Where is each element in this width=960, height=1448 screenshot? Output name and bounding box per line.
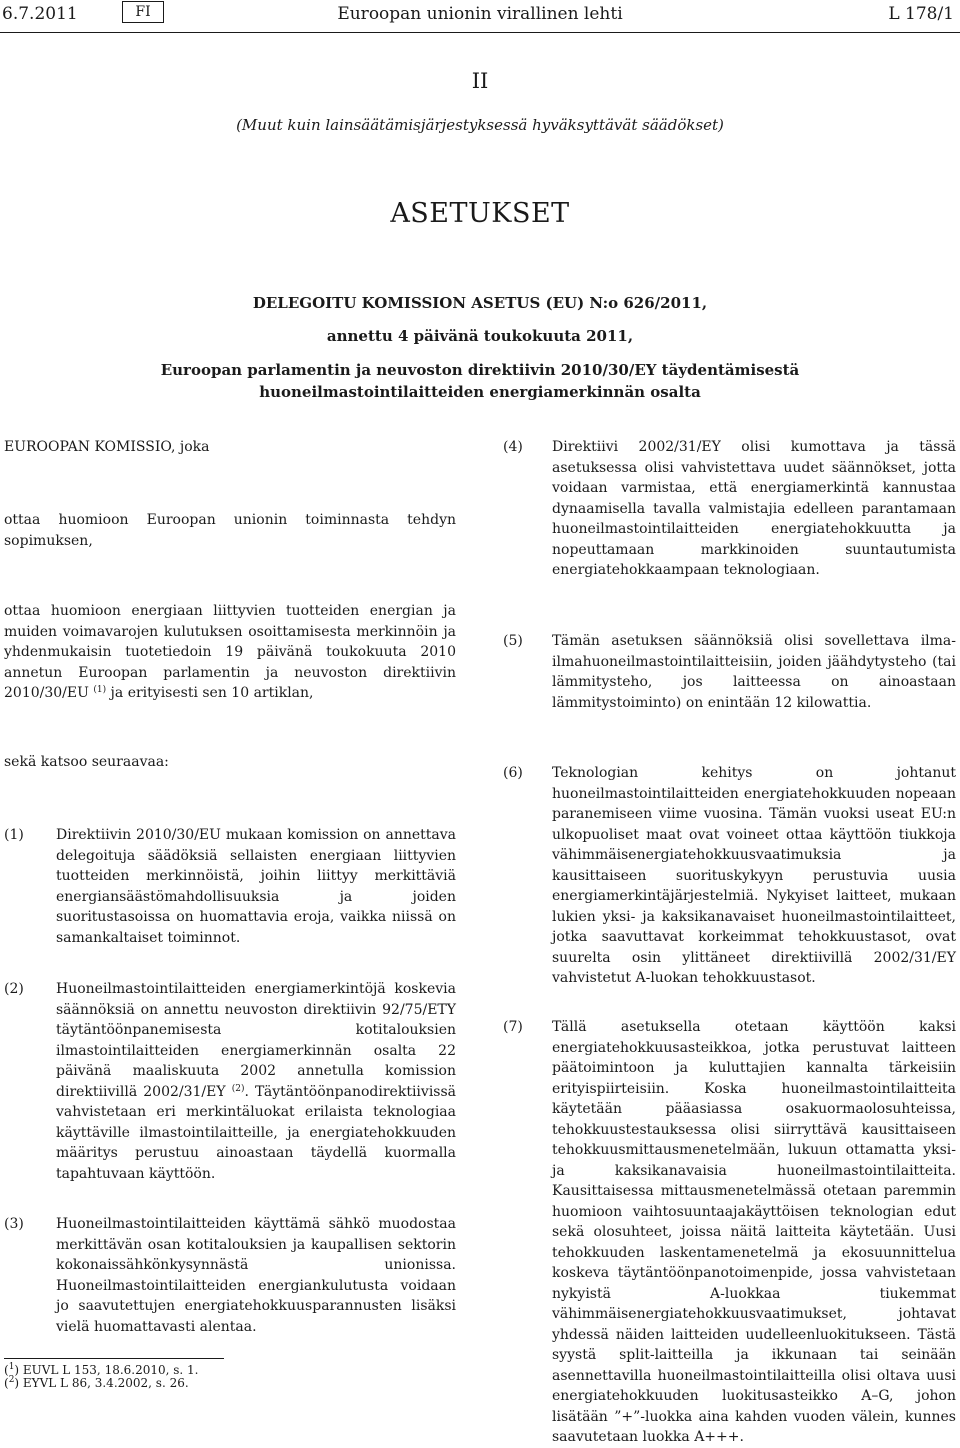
footnote-marker: 1 — [8, 1362, 15, 1372]
recital-text: Tällä asetuksella otetaan käyttöön kaksi energiatehokkuusasteikkoa, jotka perustuvat laitteen päätoimintoon ja kuluttajien kannalta tärkeisiin erityispiirteisiin. Koska huoneilmastointilaitteita käytetään pääasiassa osakuormaolosuhteissa, tehokkuustestauksessa olisi siirryttävä kausittaiseen tehokkuusmittausmenetelmään, lukuun ottamatta yksi- ja kaksikanavaisia huoneilmastointilaitteita. Kausittaisessa mittausmenetelmässä otetaan paremmin huomioon vaihtosuuntaajakäyttöisen teknologian edut sekä olosuhteet, joissa näitä laitteita käytetään. Uusi tehokkuuden laskentamenetelmä ja ekosuunnittelua koskeva täytäntöönpanotoimenpide, jossa vahvistetaan nykyistä A-luokkaa tiukemmat vähimmäisenergiatehokkuusvaatimukset, johtavat yhdessä näiden laitteiden uudelleenluokitukseen. Tästä syystä split-laitteilla ja ikkunaan tai seinään asennettavilla huoneilmastointilaitteilla olisi oltava uusi energiatehokkuuden luokitusasteikko A–G, johon lisätään ”+”-luokka aina kahden vuoden välein, kunnes saavutetaan luokka A+++. — [552, 1019, 956, 1445]
series-heading: ASETUKSET — [390, 198, 570, 229]
recital-number: (5) — [503, 633, 523, 649]
whereas-intro: sekä katsoo seuraavaa: — [4, 754, 169, 770]
footnote-text: EYVL L 86, 3.4.2002, s. 26. — [19, 1376, 189, 1390]
issue-date: 6.7.2011 — [2, 4, 78, 24]
journal-title: Euroopan unionin virallinen lehti — [337, 4, 623, 24]
recital-number: (6) — [503, 765, 523, 781]
regulation-subject-line1: Euroopan parlamentin ja neuvoston direktiivin 2010/30/EY täydentämisestä — [160, 361, 800, 379]
recital-number: (7) — [503, 1019, 523, 1035]
recital-number: (3) — [4, 1216, 24, 1232]
recital-text — [56, 979, 456, 1184]
recital-text-part: Huoneilmastointilaitteiden energiamerkintöjä koskevia säännöksiä on annettu neuvoston direktiivin 92/75/ETY täytäntöönpanemisesta kotitalouksien ilmastointilaitteiden energiamerkinnän osalta 22 päivänä maaliskuuta 2002 annetulla komission direktiivillä 2002/31/EY — [56, 981, 456, 1100]
regulation-title: DELEGOITU KOMISSION ASETUS (EU) N:o 626/2011, — [252, 294, 708, 312]
language-badge: FI — [122, 1, 164, 23]
regulation-subject-line2: huoneilmastointilaitteiden energiamerkinnän osalta — [259, 383, 701, 401]
footnote-ref-2[interactable]: (2) — [231, 1083, 245, 1094]
part-note: (Muut kuin lainsäätämisjärjestyksessä hyväksyttävät säädökset) — [236, 116, 724, 134]
recital-text: Direktiivin 2010/30/EU mukaan komission on annettava delegoituja säädöksiä sellaisten energiaan liittyvien tuotteiden merkinnöistä, joihin liittyy merkittäviä energiansäästömahdollisuuksia ja joiden suoritustasoissa on huomattavia eroja, vaikka niissä on samankaltaiset toiminnot. — [56, 827, 456, 946]
having-regard-directive-text: ottaa huomioon energiaan liittyvien tuotteiden energian ja muiden voimavarojen kulutuksen osoittamisesta merkinnöin ja yhdenmukaisin tuotetiedoin 19 päivänä toukokuuta 2010 annetun Euroopan parlamentin ja neuvoston direktiivin 2010/30/EU — [4, 603, 456, 701]
regulation-date: annettu 4 päivänä toukokuuta 2011, — [326, 327, 634, 345]
footnote-ref-1[interactable]: (1) — [93, 685, 107, 695]
recital-text: Teknologian kehitys on johtanut huoneilmastointilaitteiden energiatehokkuuden nopeaan paranemiseen viime vuosina. Tämän vuoksi useat EU:n ulkopuoliset maat ovat voineet ottaa käyttöön tiukkoja vähimmäisenergiatehokkuusvaatimuksia ja kausittaiseen suorituskykyyn perustuvia uusia energiamerkintäjärjestelmiä. Nykyiset laitteet, mukaan lukien yksi- ja kaksikanavaiset huoneilmastointilaitteet, jotka saavuttavat korkeimmat tehokkuustasot, ovat suurelta osin ylittäneet direktiivillä 2002/31/EY vahvistetut A-luokan tehokkuustasot. — [552, 765, 956, 986]
recital-number: (4) — [503, 439, 523, 455]
recital-number: (2) — [4, 981, 24, 997]
recital-number: (1) — [4, 827, 24, 843]
header-rule — [0, 32, 960, 33]
recital-text: Direktiivi 2002/31/EY olisi kumottava ja tässä asetuksessa olisi vahvistettava uudet säännökset, jotta voidaan varmistaa, että energiamerkintä kannustaa dynaamisella tavalla valmistajia edelleen parantamaan huoneilmastointilaitteiden energiatehokkuutta ja nopeuttamaan markkinoiden suuntautumista energiatehokkaampaan teknologiaan. — [552, 439, 956, 578]
footnote-rule — [4, 1358, 224, 1359]
commission-intro: EUROOPAN KOMISSIO, joka — [4, 439, 210, 455]
page-reference: L 178/1 — [888, 4, 954, 24]
footnote: ($^1$) EUVL L 153, 18.6.2010, s. 1. — [4, 1362, 199, 1377]
footnote: ($^2$) EYVL L 86, 3.4.2002, s. 26. — [4, 1375, 189, 1390]
recital-text: Tämän asetuksen säännöksiä olisi sovellettava ilma-ilmahuoneilmastointilaitteisiin, joiden jäähdytysteho (tai lämmitysteho, jos laitteessa on ainoastaan lämmitystoiminto) on enintään 12 kilowattia. — [552, 633, 956, 711]
recital-text: Huoneilmastointilaitteiden käyttämä sähkö muodostaa merkittävän osan kotitalouksien ja kaupallisen sektorin kokonaissähkönkysynnästä unionissa. Huoneilmastointilaitteiden energiankulutusta voidaan jo saavutettujen energiatehokkuusparannusten lisäksi vielä huomattavasti alentaa. — [56, 1216, 456, 1335]
part-heading: II — [471, 69, 489, 93]
having-regard-directive-end: ja erityisesti sen 10 artiklan, — [106, 685, 314, 701]
footnote-marker: 2 — [8, 1375, 15, 1385]
recital-text-part: . Täytäntöönpanodirektiivissä vahvistetaan eri merkintäluokat erilaista teknologiaa käyttäville ilmastointilaitteille, ja energiatehokkuuden määritys perustuu ainoastaan täydellä kuormalla tapahtuvaan käyttöön. — [56, 1083, 457, 1182]
having-regard-directive — [4, 601, 456, 704]
having-regard-treaty: ottaa huomioon Euroopan unionin toiminnasta tehdyn sopimuksen, — [4, 512, 456, 549]
footnote-text: EUVL L 153, 18.6.2010, s. 1. — [19, 1363, 199, 1377]
